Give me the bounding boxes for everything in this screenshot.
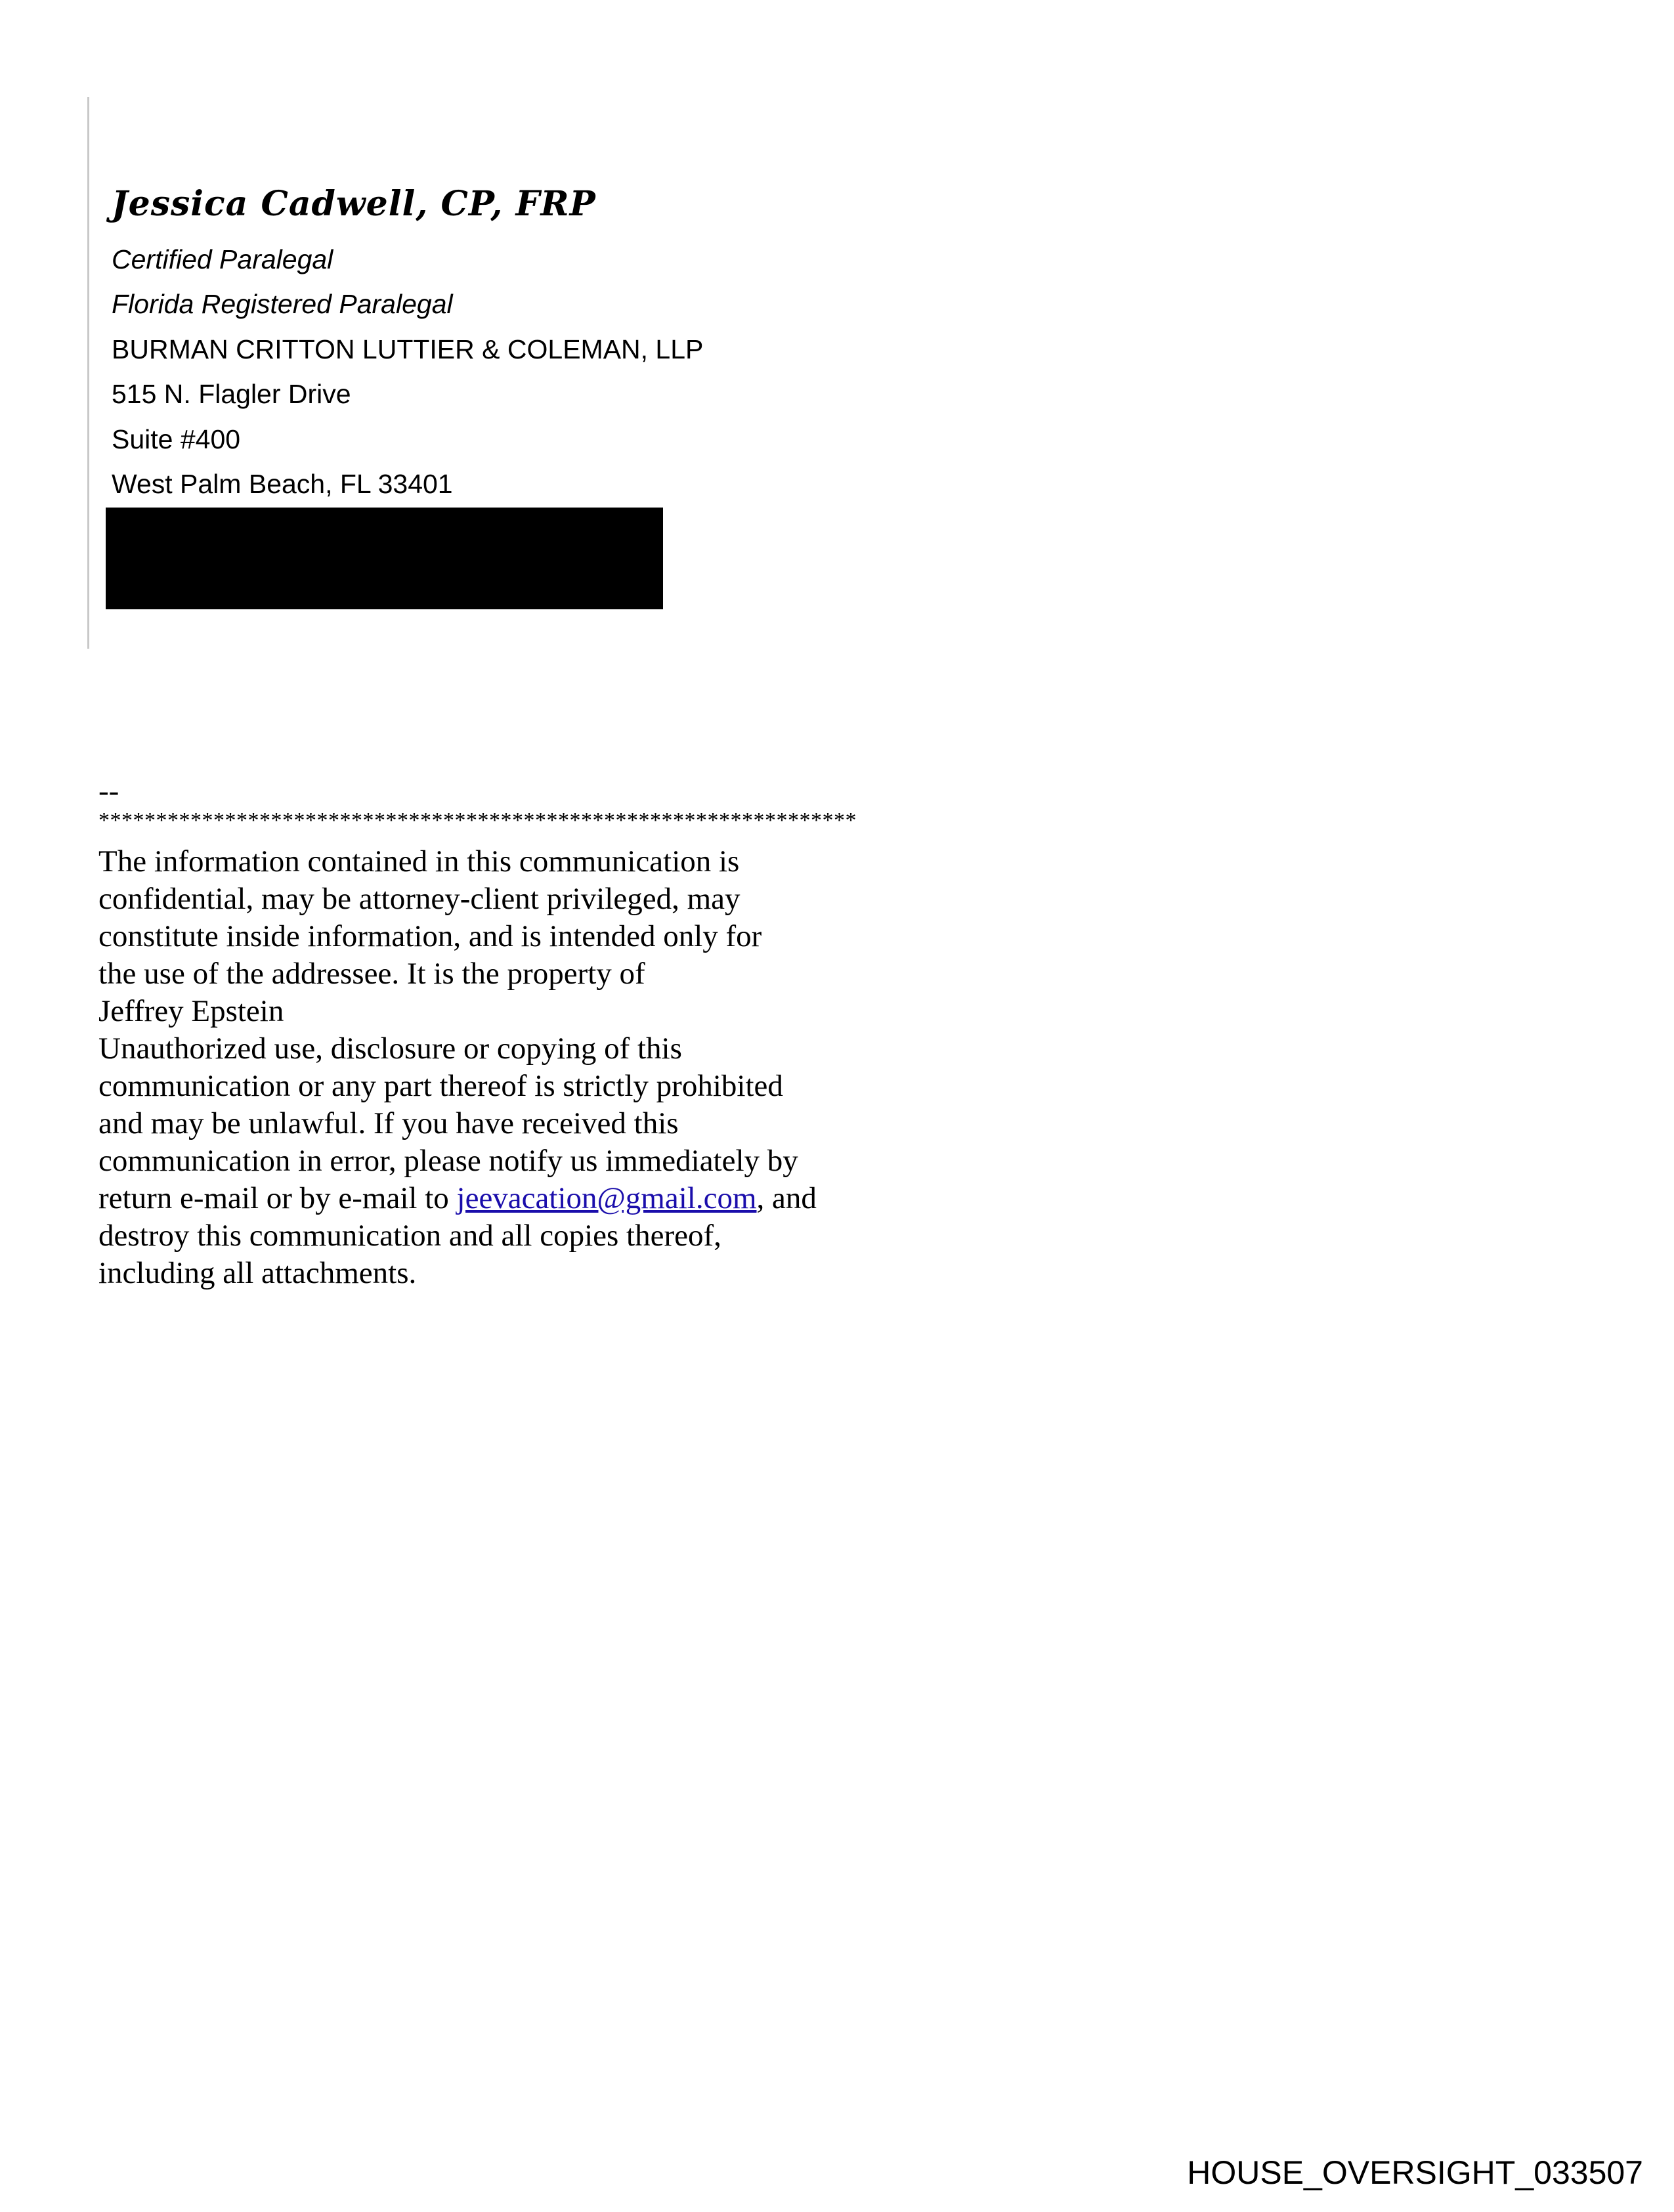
disclaimer-line: including all attachments. [98, 1256, 417, 1290]
disclaimer-text: return e-mail or by e-mail to [98, 1181, 457, 1215]
disclaimer-line: Jeffrey Epstein [98, 994, 284, 1028]
signature-address-suite: Suite #400 [112, 424, 241, 454]
document-id: HOUSE_OVERSIGHT_033507 [1187, 2154, 1643, 2191]
disclaimer-text: , and [756, 1181, 817, 1215]
email-link[interactable]: jeevacation@gmail.com [456, 1181, 757, 1215]
confidentiality-disclaimer [98, 775, 857, 1292]
disclaimer-line: The information contained in this communication is [98, 844, 740, 878]
disclaimer-line: and may be unlawful. If you have received this [98, 1106, 679, 1140]
disclaimer-line: constitute inside information, and is intended only for [98, 919, 762, 953]
disclaimer-line: confidential, may be attorney-client privileged, may [98, 882, 740, 916]
signature-title-registered: Florida Registered Paralegal [112, 289, 453, 319]
quote-bar [87, 97, 89, 649]
disclaimer-line-with-email [98, 1180, 857, 1217]
signature-firm: BURMAN CRITTON LUTTIER & COLEMAN, LLP [112, 334, 704, 364]
redaction-block [106, 508, 663, 609]
disclaimer-line: communication or any part thereof is strictly prohibited [98, 1069, 783, 1103]
separator-stars: ****************************************************************** [98, 808, 857, 833]
signature-name: Jessica Cadwell, CP, FRP [112, 184, 596, 224]
disclaimer-line: Unauthorized use, disclosure or copying of this [98, 1031, 682, 1066]
signature-title-certified: Certified Paralegal [112, 244, 333, 274]
separator-dashes: -- [98, 774, 119, 808]
disclaimer-line: destroy this communication and all copies thereof, [98, 1219, 721, 1253]
signature-address-city: West Palm Beach, FL 33401 [112, 469, 453, 499]
disclaimer-line: the use of the addressee. It is the property of [98, 957, 645, 991]
signature-address-street: 515 N. Flagler Drive [112, 379, 351, 409]
disclaimer-line: communication in error, please notify us immediately by [98, 1144, 798, 1178]
